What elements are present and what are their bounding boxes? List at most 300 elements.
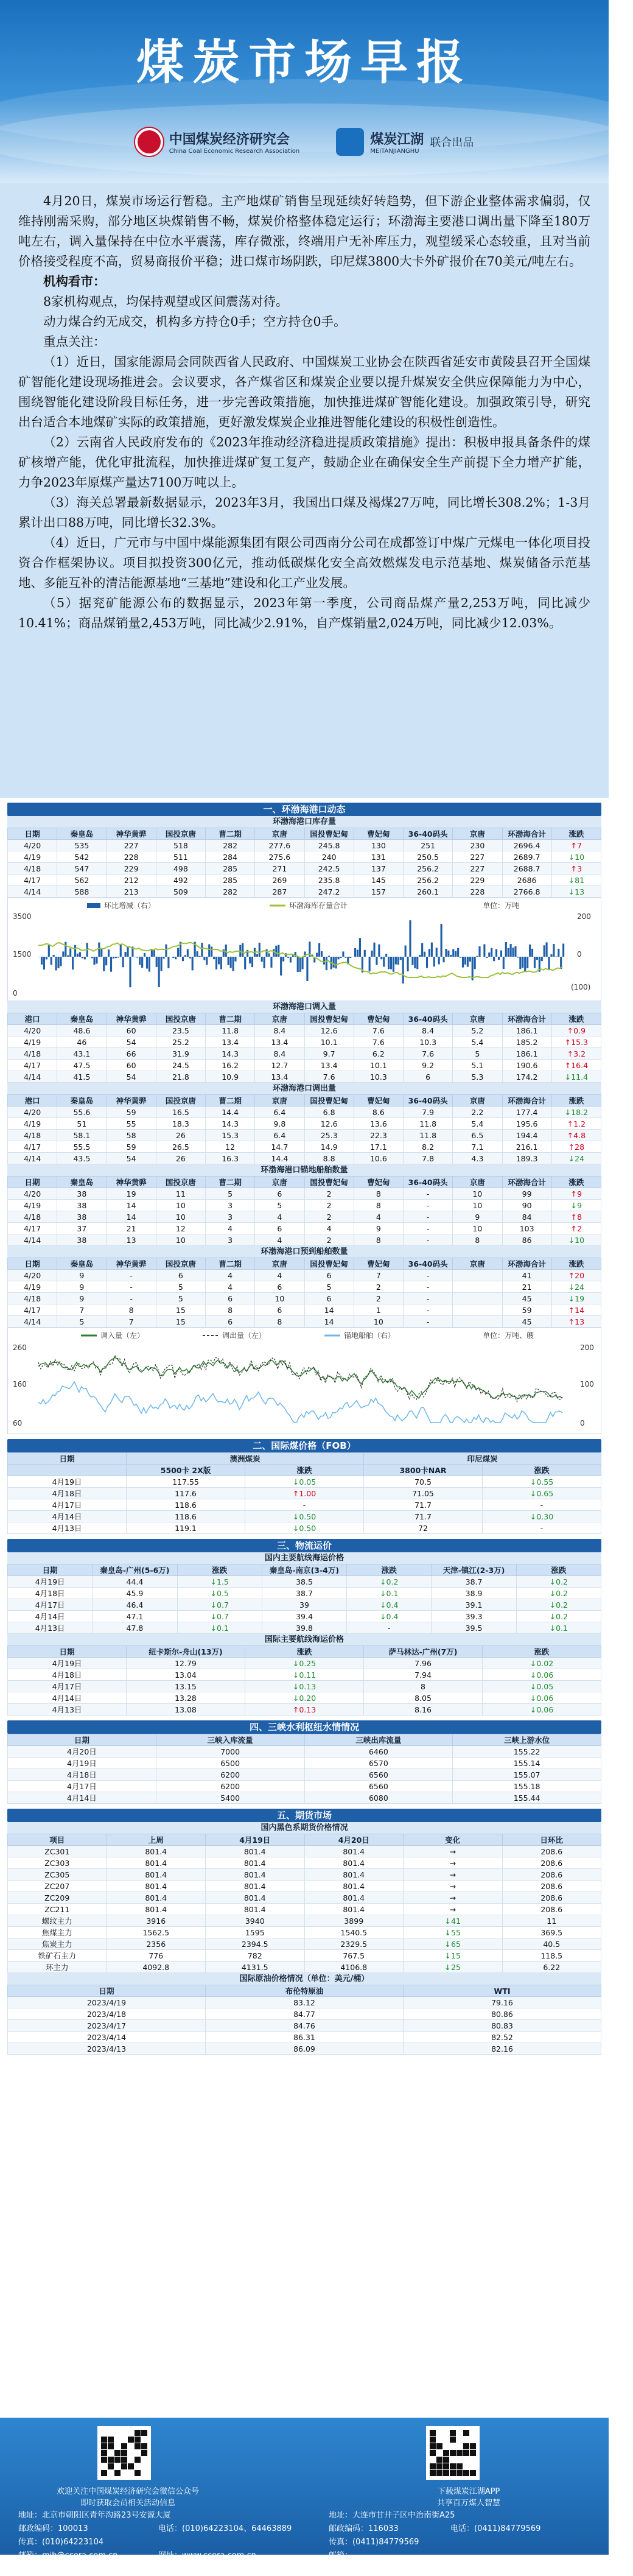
table-cell: 8.4 <box>255 1025 304 1036</box>
table-cell: 7.8 <box>404 1153 453 1164</box>
right-mail[interactable]: 邮箱：mtjh@meitanjianghu.com <box>329 2549 450 2576</box>
table-cell: 10.3 <box>354 1071 403 1083</box>
stock-change-bar <box>447 951 449 957</box>
svg-text:60: 60 <box>13 1419 22 1427</box>
table-cell: ↑28 <box>551 1141 601 1153</box>
table-cell: 5.4 <box>453 1118 502 1130</box>
table-cell: 11 <box>156 1188 205 1200</box>
table-cell: 12.6 <box>304 1025 354 1036</box>
table-cell: 99 <box>502 1188 551 1200</box>
stock-change-bar <box>546 942 548 957</box>
intro-p5: （2）云南省人民政府发布的《2023年推动经济稳进提质政策措施》提出：积极申报具备条件的煤矿核增产能，优化审批流程，加快推进煤矿复工复产，鼓励企业在确保安全生产前提下全力增产扩能，力争2023年原煤产量达7100万吨以上。 <box>18 432 590 493</box>
table-cell: ↑0.13 <box>245 1704 364 1716</box>
table-cell: 45 <box>502 1293 551 1304</box>
table-cell: 8 <box>364 1681 483 1692</box>
table-cell: 227 <box>107 840 156 851</box>
partner-label: 联合出品 <box>430 134 474 150</box>
table-cell: 6560 <box>304 1769 453 1781</box>
stock-change-bar <box>172 957 174 958</box>
table-cell: 4/14 <box>8 1071 57 1083</box>
table-cell: ↓0.7 <box>177 1611 262 1622</box>
table-header-cell: 神华黄骅 <box>107 1258 156 1270</box>
stock-change-bar <box>105 957 107 965</box>
stock-change-bar <box>228 957 229 965</box>
table-cell: 46.4 <box>93 1599 177 1611</box>
org1-sub: China Coal Economic Research Association <box>169 148 300 155</box>
right-addr: 地址：大连市甘井子区中治南街A25 <box>329 2509 572 2522</box>
stock-change-bar <box>79 952 81 957</box>
table-cell: 2023/4/17 <box>8 2020 206 2032</box>
table-cell: 11.8 <box>404 1130 453 1141</box>
left-zip: 邮政编码：100013 <box>18 2522 158 2536</box>
table-header-cell: 日环比 <box>502 1834 601 1846</box>
table-header-cell: 环渤海合计 <box>502 1013 551 1025</box>
table-cell <box>453 1316 502 1328</box>
table-cell: 227 <box>453 851 502 863</box>
table-header-cell: 涨跌 <box>551 1013 601 1025</box>
table-cell: 47.5 <box>57 1060 107 1071</box>
table-cell: 174.2 <box>502 1071 551 1083</box>
table-cell: ZC303 <box>8 1857 107 1869</box>
table-cell: 13.15 <box>127 1681 245 1692</box>
table-cell: ↓0.20 <box>245 1692 364 1704</box>
table-cell: 5400 <box>156 1792 304 1804</box>
table-cell: ↑16.4 <box>551 1060 601 1071</box>
table-cell: ↓0.30 <box>483 1511 601 1522</box>
table-cell: 250.5 <box>404 851 453 863</box>
table-row <box>8 1200 601 1211</box>
table-cell: 13.6 <box>354 1118 403 1130</box>
table-cell: 7 <box>107 1316 156 1328</box>
table-cell: 13.4 <box>304 1060 354 1071</box>
table-cell: 542 <box>57 851 107 863</box>
table-cell: 2766.8 <box>502 886 551 898</box>
stock-change-bar <box>441 924 442 957</box>
stock-change-bar <box>493 957 495 961</box>
table-header-cell: 曹妃甸 <box>354 828 403 840</box>
stock-change-bar <box>438 957 440 965</box>
table-header-cell: 涨跌 <box>551 1177 601 1188</box>
table-cell: 4/20 <box>8 1025 57 1036</box>
table-header-cell: 36-40码头 <box>404 1258 453 1270</box>
table-cell <box>453 1304 502 1316</box>
stock-change-bar <box>74 945 76 957</box>
org1-name: 中国煤炭经济研究会 <box>169 129 300 148</box>
stock-change-bar <box>268 953 270 957</box>
table-cell: 369.5 <box>502 1927 601 1938</box>
stock-change-bar <box>337 957 339 959</box>
stock-change-bar <box>117 957 119 958</box>
table-cell: 801.4 <box>107 1846 206 1857</box>
table-row <box>8 1892 601 1904</box>
table-row <box>8 1950 601 1962</box>
stock-change-bar <box>383 957 385 966</box>
table-cell: 4月14日 <box>8 1792 156 1804</box>
flow-chart <box>7 1328 601 1434</box>
table-cell: 8 <box>354 1234 403 1246</box>
table-cell: 131 <box>354 851 403 863</box>
table-row <box>8 1704 601 1716</box>
table-cell: 13 <box>107 1234 156 1246</box>
table-cell: 12.79 <box>127 1658 245 1669</box>
table-cell: 4/14 <box>8 1153 57 1164</box>
table-cell: 38 <box>57 1211 107 1223</box>
stock-change-bar <box>452 949 454 957</box>
table-cell: 4月14日 <box>8 1692 127 1704</box>
table-cell: - <box>107 1293 156 1304</box>
table-row <box>8 1223 601 1234</box>
left-mail[interactable]: 邮箱：mjh@ccera.com.cn <box>18 2549 158 2563</box>
table-row <box>8 1746 601 1758</box>
stock-change-bar <box>321 951 323 957</box>
stock-change-bar <box>108 949 110 957</box>
stock-change-bar <box>163 957 164 959</box>
table-cell: - <box>107 1281 156 1293</box>
table-cell: ↓0.2 <box>516 1576 601 1588</box>
table-header-cell: 秦皇岛 <box>57 828 107 840</box>
table-cell: 9 <box>57 1293 107 1304</box>
stock-change-bar <box>247 950 248 957</box>
table-cell: 8.16 <box>364 1704 483 1716</box>
table-cell: 7.96 <box>364 1658 483 1669</box>
table-cell: 15 <box>156 1304 205 1316</box>
table-cell: 5 <box>57 1316 107 1328</box>
stock-change-bar <box>385 954 387 957</box>
table-cell: 39.5 <box>432 1622 516 1634</box>
table-cell: 59 <box>107 1141 156 1153</box>
stock-change-bar <box>198 956 200 957</box>
stock-change-bar <box>400 957 402 960</box>
table-cell: ↓0.1 <box>177 1622 262 1634</box>
table-cell: 31.9 <box>156 1048 205 1060</box>
stock-change-bar <box>524 957 526 972</box>
stock-change-bar <box>84 957 86 959</box>
table-row <box>8 1769 601 1781</box>
table-row <box>8 1107 601 1118</box>
table-cell: - <box>404 1304 453 1316</box>
table-cell: 83.12 <box>206 1997 404 2008</box>
table-cell: 2 <box>304 1188 354 1200</box>
table-cell: 70.5 <box>364 1476 483 1488</box>
table-header-cell: 环渤海合计 <box>502 1095 551 1107</box>
table-cell: 2688.7 <box>502 863 551 875</box>
table-cell: 518 <box>156 840 205 851</box>
org1-logo <box>135 128 300 156</box>
table-row <box>8 1692 601 1704</box>
stock-table <box>7 828 601 898</box>
table-cell: ↓0.05 <box>245 1476 364 1488</box>
table-cell: 6560 <box>304 1781 453 1792</box>
table-row <box>8 1669 601 1681</box>
table-cell: ZC207 <box>8 1881 107 1892</box>
table-header-cell: 涨跌 <box>551 1258 601 1270</box>
table-cell: 6 <box>304 1270 354 1281</box>
table-cell: 10 <box>255 1293 304 1304</box>
table-cell: 119.1 <box>127 1522 245 1534</box>
table-cell: 6 <box>206 1293 255 1304</box>
svg-text:(100): (100) <box>571 983 590 991</box>
stock-change-bar <box>421 943 423 957</box>
intro-p1: 4月20日，煤炭市场运行暂稳。主产地煤矿销售呈现延续好转趋势，但下游企业整体需求偏弱，仅维持刚需采购，部分地区块煤销售不畅，煤炭价格整体稳定运行；环渤海主要港口调出量下降至180万吨左右，调入量保持在中位水平震荡，库存微涨，终端用户无补库压力，观望缓采心态较重，且对当前价格接受程度不高，贸易商报价平稳；进口煤市场阴跌，印尼煤3800大卡外矿报价在70美元/吨左右。 <box>18 191 590 272</box>
table-cell: 9 <box>354 1223 403 1234</box>
table-cell: - <box>483 1522 601 1534</box>
table-cell: - <box>404 1281 453 1293</box>
table-cell: ↓0.2 <box>516 1611 601 1622</box>
table-cell: 26 <box>156 1153 205 1164</box>
table-cell: 59 <box>107 1107 156 1118</box>
stock-change-bar <box>526 957 528 968</box>
table-cell: 7 <box>354 1270 403 1281</box>
table-header-cell: 秦皇岛 <box>57 1177 107 1188</box>
stock-change-bar <box>397 957 399 965</box>
table-cell: 767.5 <box>304 1950 404 1962</box>
table-cell: 6200 <box>156 1769 304 1781</box>
table-cell: - <box>404 1211 453 1223</box>
table-cell: 282 <box>206 840 255 851</box>
table-cell: 4月19日 <box>8 1476 127 1488</box>
table-cell: 14 <box>304 1304 354 1316</box>
table-row <box>8 1211 601 1223</box>
table-header-cell: 国投曹妃甸 <box>304 1258 354 1270</box>
stock-change-bar <box>431 943 433 957</box>
table-cell: 256.2 <box>404 875 453 886</box>
intl-th-date: 日期 <box>8 1453 127 1465</box>
futures-table <box>7 1834 601 1973</box>
stock-change-bar <box>326 957 327 970</box>
stock-change-bar <box>359 938 361 957</box>
table-header-cell: 日期 <box>8 828 57 840</box>
table-cell: → <box>404 1904 503 1915</box>
stock-change-bar <box>192 957 194 970</box>
table-cell: 3 <box>206 1200 255 1211</box>
stock-change-bar <box>282 957 284 962</box>
table-cell: 18.3 <box>156 1118 205 1130</box>
table-cell: 801.4 <box>107 1892 206 1904</box>
stock-change-bar <box>256 954 258 957</box>
table-cell: 38.7 <box>262 1588 346 1599</box>
chart1-legend-b: 环渤海库存量合计 <box>289 901 348 910</box>
stock-change-bar <box>344 957 346 958</box>
left-fax: 传真：(010)64223104 <box>18 2536 292 2549</box>
stock-change-bar <box>264 957 265 968</box>
table-cell: 4月13日 <box>8 1704 127 1716</box>
table-cell: 4月17日 <box>8 1599 93 1611</box>
table-row <box>8 886 601 898</box>
table-cell: 3940 <box>206 1915 305 1927</box>
stock-change-bar <box>287 957 289 958</box>
table-row <box>8 1048 601 1060</box>
table-cell: ↓65 <box>404 1938 503 1950</box>
stock-change-bar <box>220 957 222 969</box>
table-cell: 铁矿石主力 <box>8 1950 107 1962</box>
table-cell: 3899 <box>304 1915 404 1927</box>
stock-change-bar <box>544 945 545 957</box>
table-cell: 11.8 <box>404 1118 453 1130</box>
stock-change-bar <box>457 948 459 957</box>
table-cell: 195.6 <box>502 1118 551 1130</box>
table-header-cell: 环渤海合计 <box>502 828 551 840</box>
table-cell: 776 <box>107 1950 206 1962</box>
table-cell: ↑13 <box>551 1316 601 1328</box>
stock-change-bar <box>149 957 150 972</box>
table-header-cell: 涨跌 <box>245 1646 364 1658</box>
table-cell: 8.4 <box>255 1048 304 1060</box>
table-cell: ↑1.00 <box>245 1488 364 1499</box>
table-header-cell: 国投京唐 <box>156 1258 205 1270</box>
stock-change-bar <box>215 957 217 970</box>
table-cell: 71.7 <box>364 1511 483 1522</box>
outflow-table-title: 环渤海港口调出量 <box>7 1083 601 1094</box>
table-header-cell: 神华黄骅 <box>107 828 156 840</box>
table-row <box>8 1071 601 1083</box>
table-cell: 228 <box>453 886 502 898</box>
right-tel: 电话：(0411)84779569 <box>450 2522 540 2536</box>
stock-change-bar <box>100 949 102 957</box>
table-cell: ↓24 <box>551 1153 601 1164</box>
table-header-cell: 京唐 <box>255 1013 304 1025</box>
table-cell: 4 <box>255 1270 304 1281</box>
stock-change-bar <box>46 957 47 959</box>
table-cell: 10 <box>156 1234 205 1246</box>
table-cell: 47.1 <box>93 1611 177 1622</box>
intl-th-indo-grade: 3800卡NAR <box>364 1465 483 1476</box>
anchor-table-title: 环渤海港口锚地船舶数量 <box>7 1164 601 1176</box>
table-cell: 9.7 <box>304 1048 354 1060</box>
table-cell: 177.4 <box>502 1107 551 1118</box>
table-cell: 801.4 <box>107 1881 206 1892</box>
table-cell: 4/17 <box>8 1223 57 1234</box>
table-row <box>8 1060 601 1071</box>
table-cell: 6 <box>304 1293 354 1304</box>
table-cell: 48.6 <box>57 1025 107 1036</box>
table-cell: ↓15 <box>404 1950 503 1962</box>
table-cell: 58.1 <box>57 1130 107 1141</box>
stock-change-bar <box>562 943 564 957</box>
intl-freight-title: 国际主要航线海运价格 <box>7 1634 601 1645</box>
table-cell: 环主力 <box>8 1962 107 1973</box>
table-cell: 6.4 <box>255 1130 304 1141</box>
section-intl-price: 二、国际煤价格（FOB） <box>7 1439 601 1452</box>
stock-change-bar <box>426 957 428 968</box>
table-cell: 82.52 <box>404 2032 601 2043</box>
table-cell: ↓9 <box>551 1200 601 1211</box>
outflow-table <box>7 1094 601 1164</box>
table-cell: 86.09 <box>206 2043 404 2055</box>
right-zip: 邮政编码：116033 <box>329 2522 450 2536</box>
table-cell: - <box>404 1316 453 1328</box>
table-cell: ↑2 <box>551 1223 601 1234</box>
intl-th-aus: 澳洲煤炭 <box>127 1453 364 1465</box>
table-cell: ↓0.2 <box>516 1599 601 1611</box>
table-cell: 4/19 <box>8 851 57 863</box>
table-cell: ↓0.1 <box>347 1588 432 1599</box>
table-cell: 6570 <box>304 1758 453 1769</box>
wechat-qr-icon[interactable] <box>97 2426 151 2480</box>
stock-change-bar <box>161 957 163 971</box>
section-freight: 三、物流运价 <box>7 1539 601 1552</box>
left-web[interactable]: 网址：www.ccera.com.cn <box>158 2549 256 2563</box>
table-cell: 44.4 <box>93 1576 177 1588</box>
table-cell: 60 <box>107 1025 156 1036</box>
table-row <box>8 1153 601 1164</box>
table-cell: 16.5 <box>156 1107 205 1118</box>
table-row <box>8 1915 601 1927</box>
table-cell: - <box>245 1499 364 1511</box>
app-qr-icon[interactable] <box>426 2426 480 2480</box>
table-header-cell: 京唐 <box>453 1177 502 1188</box>
table-cell: 2.2 <box>453 1107 502 1118</box>
stock-change-bar <box>349 957 351 958</box>
stock-change-bar <box>342 951 344 957</box>
stock-change-bar <box>472 957 474 980</box>
table-row <box>8 2020 601 2032</box>
table-row <box>8 1904 601 1915</box>
table-header-cell: 日期 <box>8 1258 57 1270</box>
table-cell: ↓0.1 <box>516 1622 601 1634</box>
table-cell: 6 <box>404 1071 453 1083</box>
table-cell: 55.5 <box>57 1141 107 1153</box>
table-row <box>8 1681 601 1692</box>
table-cell: 5 <box>156 1281 205 1293</box>
table-header-cell: 曹妃甸 <box>354 1013 403 1025</box>
stock-change-bar <box>369 957 371 971</box>
table-cell: ↑4.8 <box>551 1130 601 1141</box>
stock-change-bar <box>60 957 61 966</box>
table-cell: 118.5 <box>502 1950 601 1962</box>
table-cell: 4月17日 <box>8 1499 127 1511</box>
table-cell <box>453 1293 502 1304</box>
footer <box>0 2418 609 2555</box>
table-header-cell: WTI <box>404 1985 601 1997</box>
right-web[interactable]: 网址：www.meitanjianghu.com <box>450 2563 572 2576</box>
table-cell: 190.6 <box>502 1060 551 1071</box>
stock-change-bar <box>529 945 531 957</box>
table-cell: 2696.4 <box>502 840 551 851</box>
table-cell: ↓10 <box>551 851 601 863</box>
table-cell: 6 <box>255 1223 304 1234</box>
table-header-cell: 三峡上游水位 <box>453 1734 601 1746</box>
stock-change-bar <box>373 943 375 957</box>
stock-change-bar <box>278 945 279 957</box>
stock-change-bar <box>53 955 55 957</box>
stock-change-bar <box>182 957 184 961</box>
stock-change-bar <box>67 955 69 957</box>
table-cell: 251 <box>404 840 453 851</box>
org2-sub: MEITANJIANGHU <box>370 148 424 155</box>
stock-change-bar <box>541 957 543 961</box>
table-cell: 8.4 <box>404 1025 453 1036</box>
table-cell: 229 <box>453 875 502 886</box>
stock-change-bar <box>122 957 124 967</box>
table-cell: - <box>107 1270 156 1281</box>
table-row <box>8 1234 601 1246</box>
table-cell: ↓13 <box>551 886 601 898</box>
table-cell: - <box>347 1622 432 1634</box>
stock-change-bar <box>146 957 148 969</box>
stock-change-bar <box>82 957 83 958</box>
svg-text:200: 200 <box>577 912 591 921</box>
table-header-cell: 神华黄骅 <box>107 1177 156 1188</box>
table-header-cell: 环渤海合计 <box>502 1258 551 1270</box>
table-cell: 4/19 <box>8 1281 57 1293</box>
stock-change-bar <box>467 957 469 967</box>
stock-change-bar <box>203 957 205 960</box>
table-cell: 51 <box>57 1118 107 1130</box>
stock-change-bar <box>510 944 512 957</box>
stock-change-bar <box>411 957 413 965</box>
table-header-cell: 曹二期 <box>206 1095 255 1107</box>
section-port: 一、环渤海港口动态 <box>7 803 601 816</box>
